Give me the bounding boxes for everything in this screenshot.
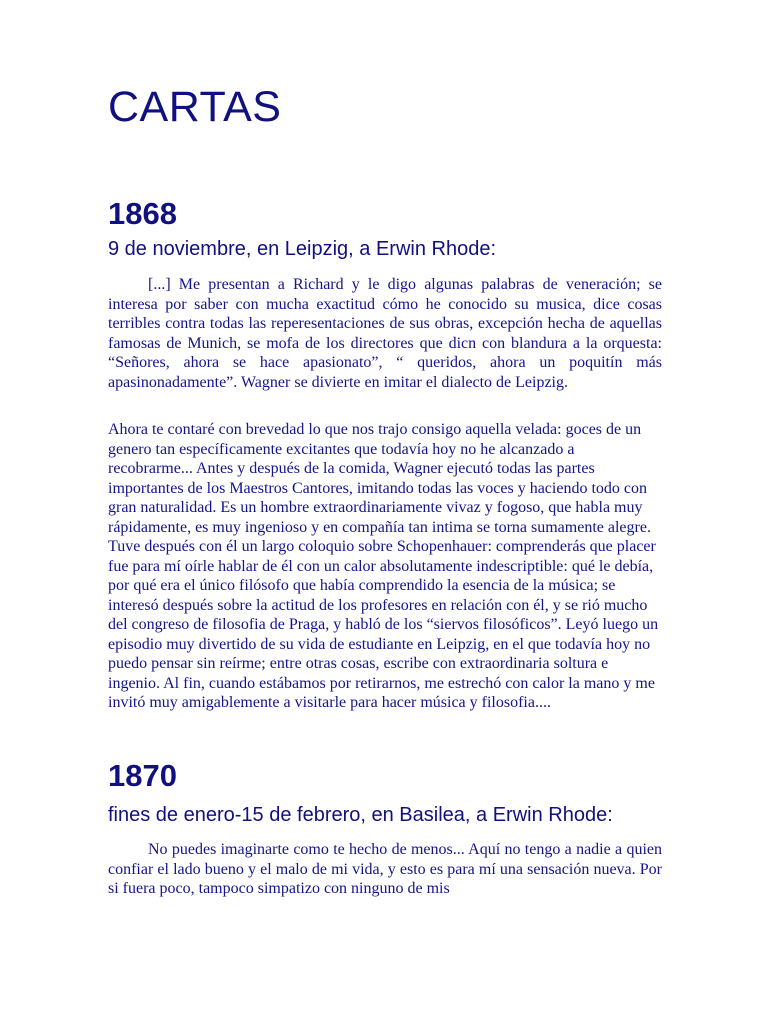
- section-year-1868: 1868: [108, 196, 177, 231]
- document-title: CARTAS: [108, 83, 282, 131]
- section-year-1870: 1870: [108, 758, 177, 793]
- paragraph-1868-2: Ahora te contaré con brevedad lo que nos trajo consigo aquella velada: goces de un genero tan específicamente excitantes que todavía hoy no he alcanzado a recobrarme... Antes y después de la comida, Wagner ejecutó todas las partes importantes de los Maestros Cantores, imitando todas las voces y haciendo todo con gran naturalidad. Es un hombre extraordinariamente vivaz y fogoso, que habla muy rápidamente, es muy ingenioso y en compañía tan intima se torna sumamente alegre. Tuve después con él un largo coloquio sobre Schopenhauer: comprenderás que placer fue para mí oírle hablar de él con un calor absolutamente indescriptible: qué le debía, por qué era el único filósofo que había comprendido la esencia de la música; se interesó después sobre la actitud de los profesores en relación con él, y se rió mucho del congreso de filosofia de Praga, y habló de los “siervos filosóficos”. Leyó luego un episodio muy divertido de su vida de estudiante en Leipzig, en el que todavía hoy no puedo pensar sin reírme; entre otras cosas, escribe con extraordinaria soltura e ingenio. Al fin, cuando estábamos por retirarnos, me estrechó con calor la mano y me invitó muy amigablemente a visitarle para hacer música y filosofia....: [108, 421, 659, 711]
- paragraph-1870-1: No puedes imaginarte como te hecho de menos... Aquí no tengo a nadie a quien confiar el lado bueno y el malo de mi vida, y esto es para mí una sensación nueva. Por si fuera poco, tampoco simpatizo con ninguno de mis: [108, 841, 662, 897]
- section-heading-1870: fines de enero-15 de febrero, en Basilea, a Erwin Rhode:: [108, 804, 613, 826]
- paragraph-1868-1: [...] Me presentan a Richard y le digo algunas palabras de veneración; se interesa por saber con mucha exactitud cómo he conocido su musica, dice cosas terribles contra todas las reperesentaciones de sus obras, excepción hecha de aquellas famosas de Munich, se mofa de los directores que dicn con blandura a la orquesta: “Señores, ahora se hace apasionato”, “ queridos, ahora un poquitín más apasinonadamente”. Wagner se divierte en imitar el dialecto de Leipzig.: [108, 276, 662, 391]
- section-heading-1868: 9 de noviembre, en Leipzig, a Erwin Rhode:: [108, 238, 497, 260]
